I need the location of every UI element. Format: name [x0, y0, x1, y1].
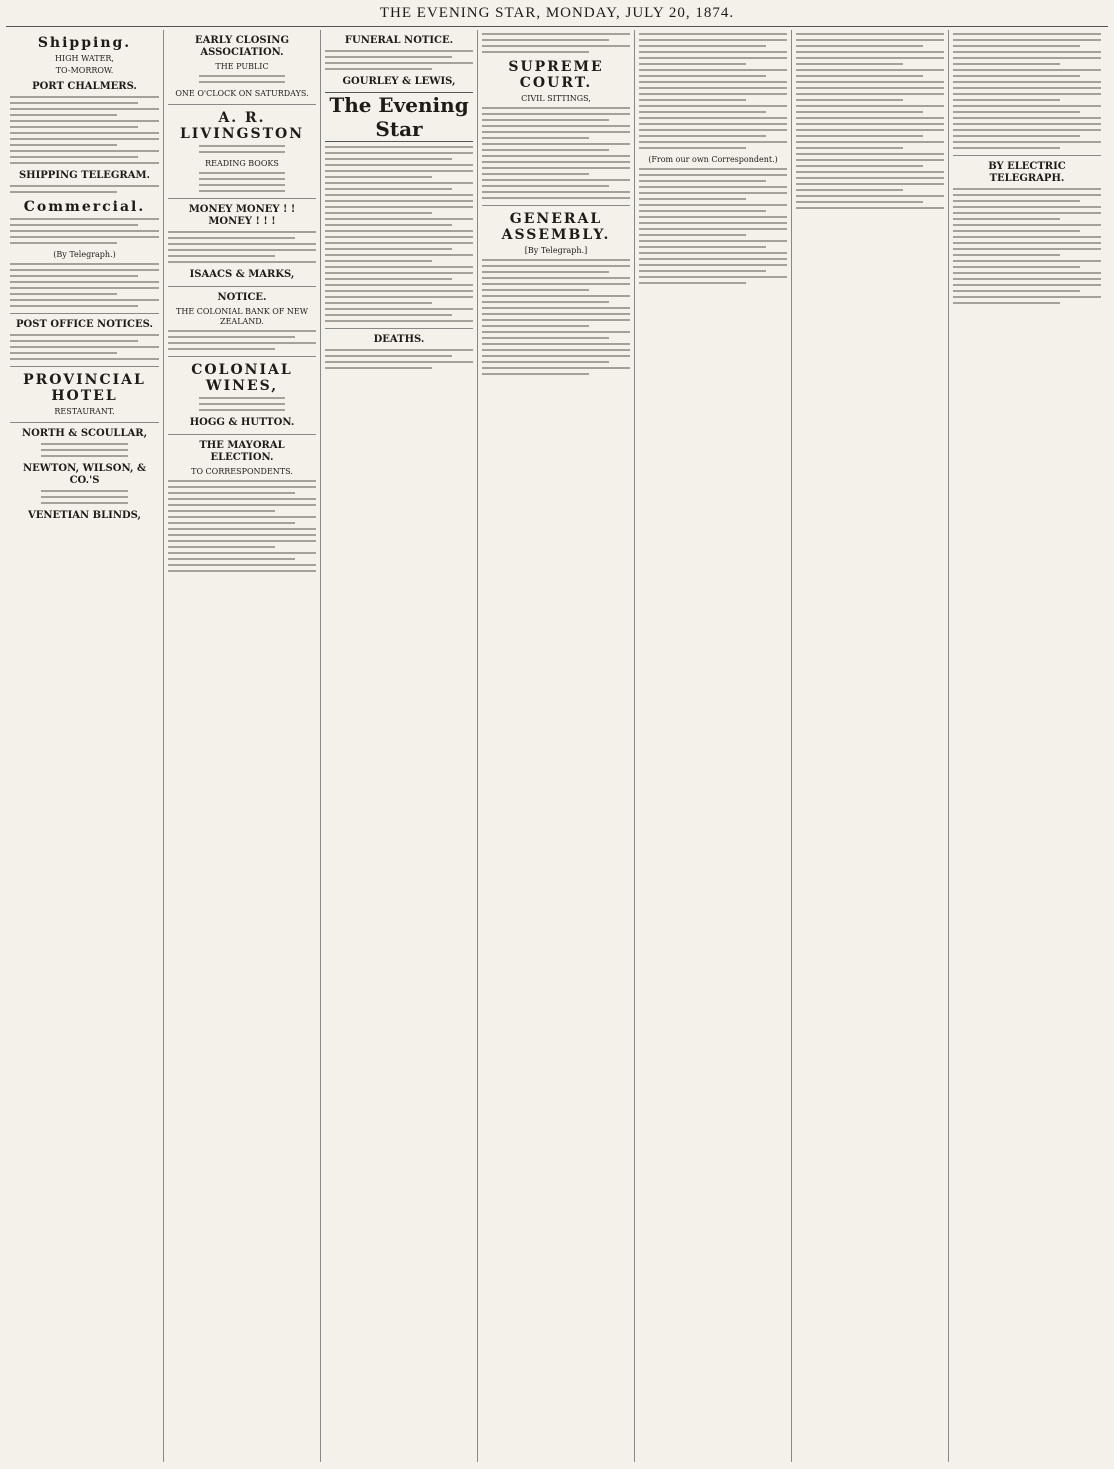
post-office-heading: POST OFFICE NOTICES. — [16, 319, 153, 330]
newspaper-page — [6, 30, 1108, 1462]
newton-wilson-heading: NEWTON, WILSON, & CO.'S — [23, 463, 146, 486]
civil-sittings-label: CIVIL SITTINGS, — [521, 94, 591, 103]
assembly-continued-text — [639, 33, 787, 149]
evening-star-title: The Evening Star — [325, 92, 473, 142]
supreme-court-heading: SUPREME COURT. — [508, 59, 604, 91]
livingston-heading: A. R. LIVINGSTON — [179, 110, 305, 142]
column-3 — [320, 30, 477, 1462]
column-4 — [477, 30, 634, 1462]
restaurant-label: RESTAURANT. — [54, 407, 115, 416]
high-water-label: HIGH WATER, — [55, 54, 114, 63]
mayoral-election-heading: THE MAYORAL ELECTION. — [199, 440, 285, 463]
editorial-text — [325, 146, 473, 322]
correspondent-text — [639, 168, 787, 284]
deaths-text — [325, 349, 473, 369]
column-5 — [634, 30, 791, 1462]
assembly-text — [482, 259, 630, 375]
shipping-news-text — [10, 96, 159, 164]
livingston-text — [168, 145, 316, 153]
telegram-text — [10, 185, 159, 193]
commercial-heading: Commercial. — [23, 199, 146, 215]
by-telegraph-label: (By Telegraph.) — [53, 250, 116, 259]
telegraph-news-text — [953, 188, 1101, 304]
tomorrow-label: TO-MORROW. — [55, 66, 114, 75]
column-7 — [948, 30, 1105, 1462]
notice-heading: NOTICE. — [217, 292, 267, 303]
colonial-wines-heading: COLONIAL WINES, — [191, 362, 293, 394]
bank-notice-text — [168, 330, 316, 350]
masthead: THE EVENING STAR, MONDAY, JULY 20, 1874. — [379, 5, 735, 21]
money-ad-text — [168, 231, 316, 263]
column-1 — [6, 30, 163, 1462]
the-public-label: THE PUBLIC — [215, 62, 269, 71]
general-assembly-heading: GENERAL ASSEMBLY. — [501, 211, 611, 243]
venetian-blinds-heading: VENETIAN BLINDS, — [28, 510, 141, 521]
provincial-hotel-heading: PROVINCIAL HOTEL — [23, 372, 146, 404]
column-2 — [163, 30, 320, 1462]
news-column-text — [953, 33, 1101, 149]
correspondents-label: TO CORRESPONDENTS. — [191, 467, 293, 476]
commercial-text — [10, 218, 159, 244]
assembly-further-text — [796, 33, 944, 209]
wines-ad-text — [168, 397, 316, 411]
masthead-rule — [6, 26, 1108, 27]
early-closing-text — [168, 75, 316, 83]
saturdays-label: ONE O'CLOCK ON SATURDAYS. — [175, 89, 309, 98]
funeral-notice-heading: FUNERAL NOTICE. — [344, 35, 454, 46]
early-closing-heading: EARLY CLOSING ASSOCIATION. — [195, 35, 289, 58]
news-text — [482, 33, 630, 53]
gourley-lewis-heading: GOURLEY & LEWIS, — [342, 76, 456, 87]
reading-books-label: READING BOOKS — [205, 159, 279, 168]
funeral-notice-text — [325, 50, 473, 70]
by-telegraph-label: [By Telegraph.] — [524, 246, 588, 255]
shipping-telegram-heading: SHIPPING TELEGRAM. — [18, 170, 151, 181]
electric-telegraph-heading: BY ELECTRIC TELEGRAPH. — [988, 161, 1066, 184]
column-6 — [791, 30, 948, 1462]
money-heading: MONEY MONEY ! ! MONEY ! ! ! — [188, 204, 296, 227]
correspondence-text — [168, 480, 316, 572]
isaacs-marks-heading: ISAACS & MARKS, — [189, 269, 295, 280]
hogg-hutton-heading: HOGG & HUTTON. — [189, 417, 295, 428]
own-correspondent-label: (From our own Correspondent.) — [648, 155, 778, 164]
mail-notices-text — [10, 334, 159, 360]
deaths-heading: DEATHS. — [373, 334, 425, 345]
port-chalmers-heading: PORT CHALMERS. — [32, 81, 137, 92]
market-reports-text — [10, 263, 159, 307]
colonial-bank-label: THE COLONIAL BANK OF NEW ZEALAND. — [176, 307, 308, 326]
sewing-machines-text — [10, 490, 159, 504]
north-scoullar-heading: NORTH & SCOULLAR, — [21, 428, 148, 439]
shipping-heading: Shipping. — [37, 35, 132, 51]
piano-ad-text — [10, 443, 159, 457]
court-text — [482, 107, 630, 199]
livingston-more-text — [168, 172, 316, 192]
